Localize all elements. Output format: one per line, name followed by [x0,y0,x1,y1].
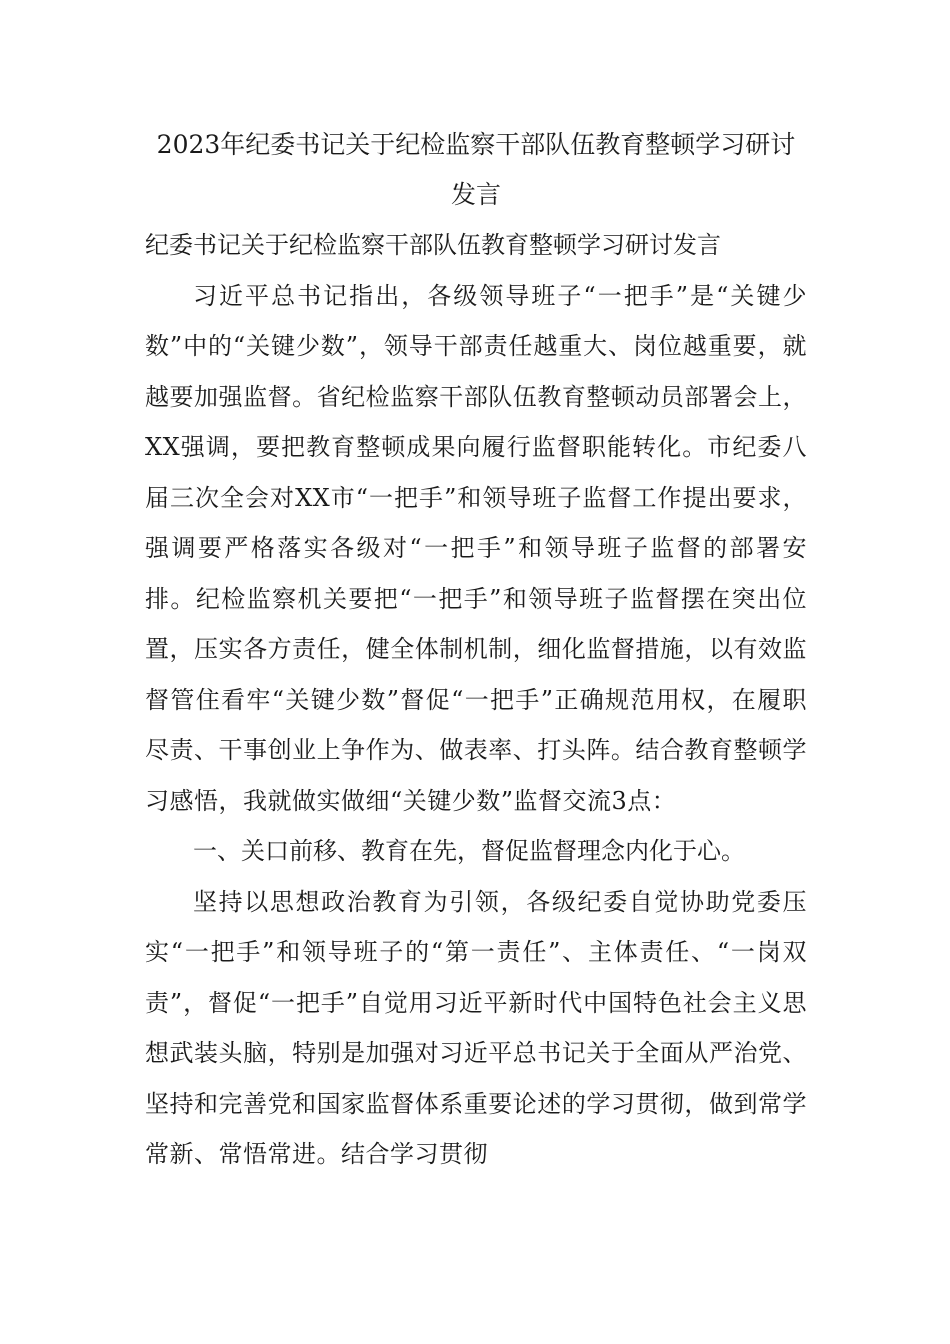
document-subtitle: 纪委书记关于纪检监察干部队伍教育整顿学习研讨发言 [145,231,721,259]
body-paragraph: 习近平总书记指出，各级领导班子“一把手”是“关键少数”中的“关键少数”，领导干部责任越重大、岗位越重要，就越要加强监督。省纪检监察干部队伍教育整顿动员部署会上，XX强调，要把教育整顿成果向履行监督职能转化。市纪委八届三次全会对XX市“一把手”和领导班子监督工作提出要求，强调要严格落实各级对“一把手”和领导班子监督的部署安排。纪检监察机关要把“一把手”和领导班子监督摆在突出位置，压实各方责任，健全体制机制，细化监督措施，以有效监督管住看牢“关键少数”督促“一把手”正确规范用权，在履职尽责、干事创业上争作为、做表率、打头阵。结合教育整顿学习感悟，我就做实做细“关键少数”监督交流3点： [145,281,807,815]
document-title: 2023年纪委书记关于纪检监察干部队伍教育整顿学习研讨发言 [156,130,796,209]
document-page [145,120,807,1180]
section-paragraph: 坚持以思想政治教育为引领，各级纪委自觉协助党委压实“一把手”和领导班子的“第一责任”、主体责任、“一岗双责”，督促“一把手”自觉用习近平新时代中国特色社会主义思想武装头脑，特别是加强对习近平总书记关于全面从严治党、坚持和完善党和国家监督体系重要论述的学习贯彻，做到常学常新、常悟常进。结合学习贯彻 [145,887,807,1168]
section-heading: 一、关口前移、教育在先，督促监督理念内化于心。 [193,837,745,865]
